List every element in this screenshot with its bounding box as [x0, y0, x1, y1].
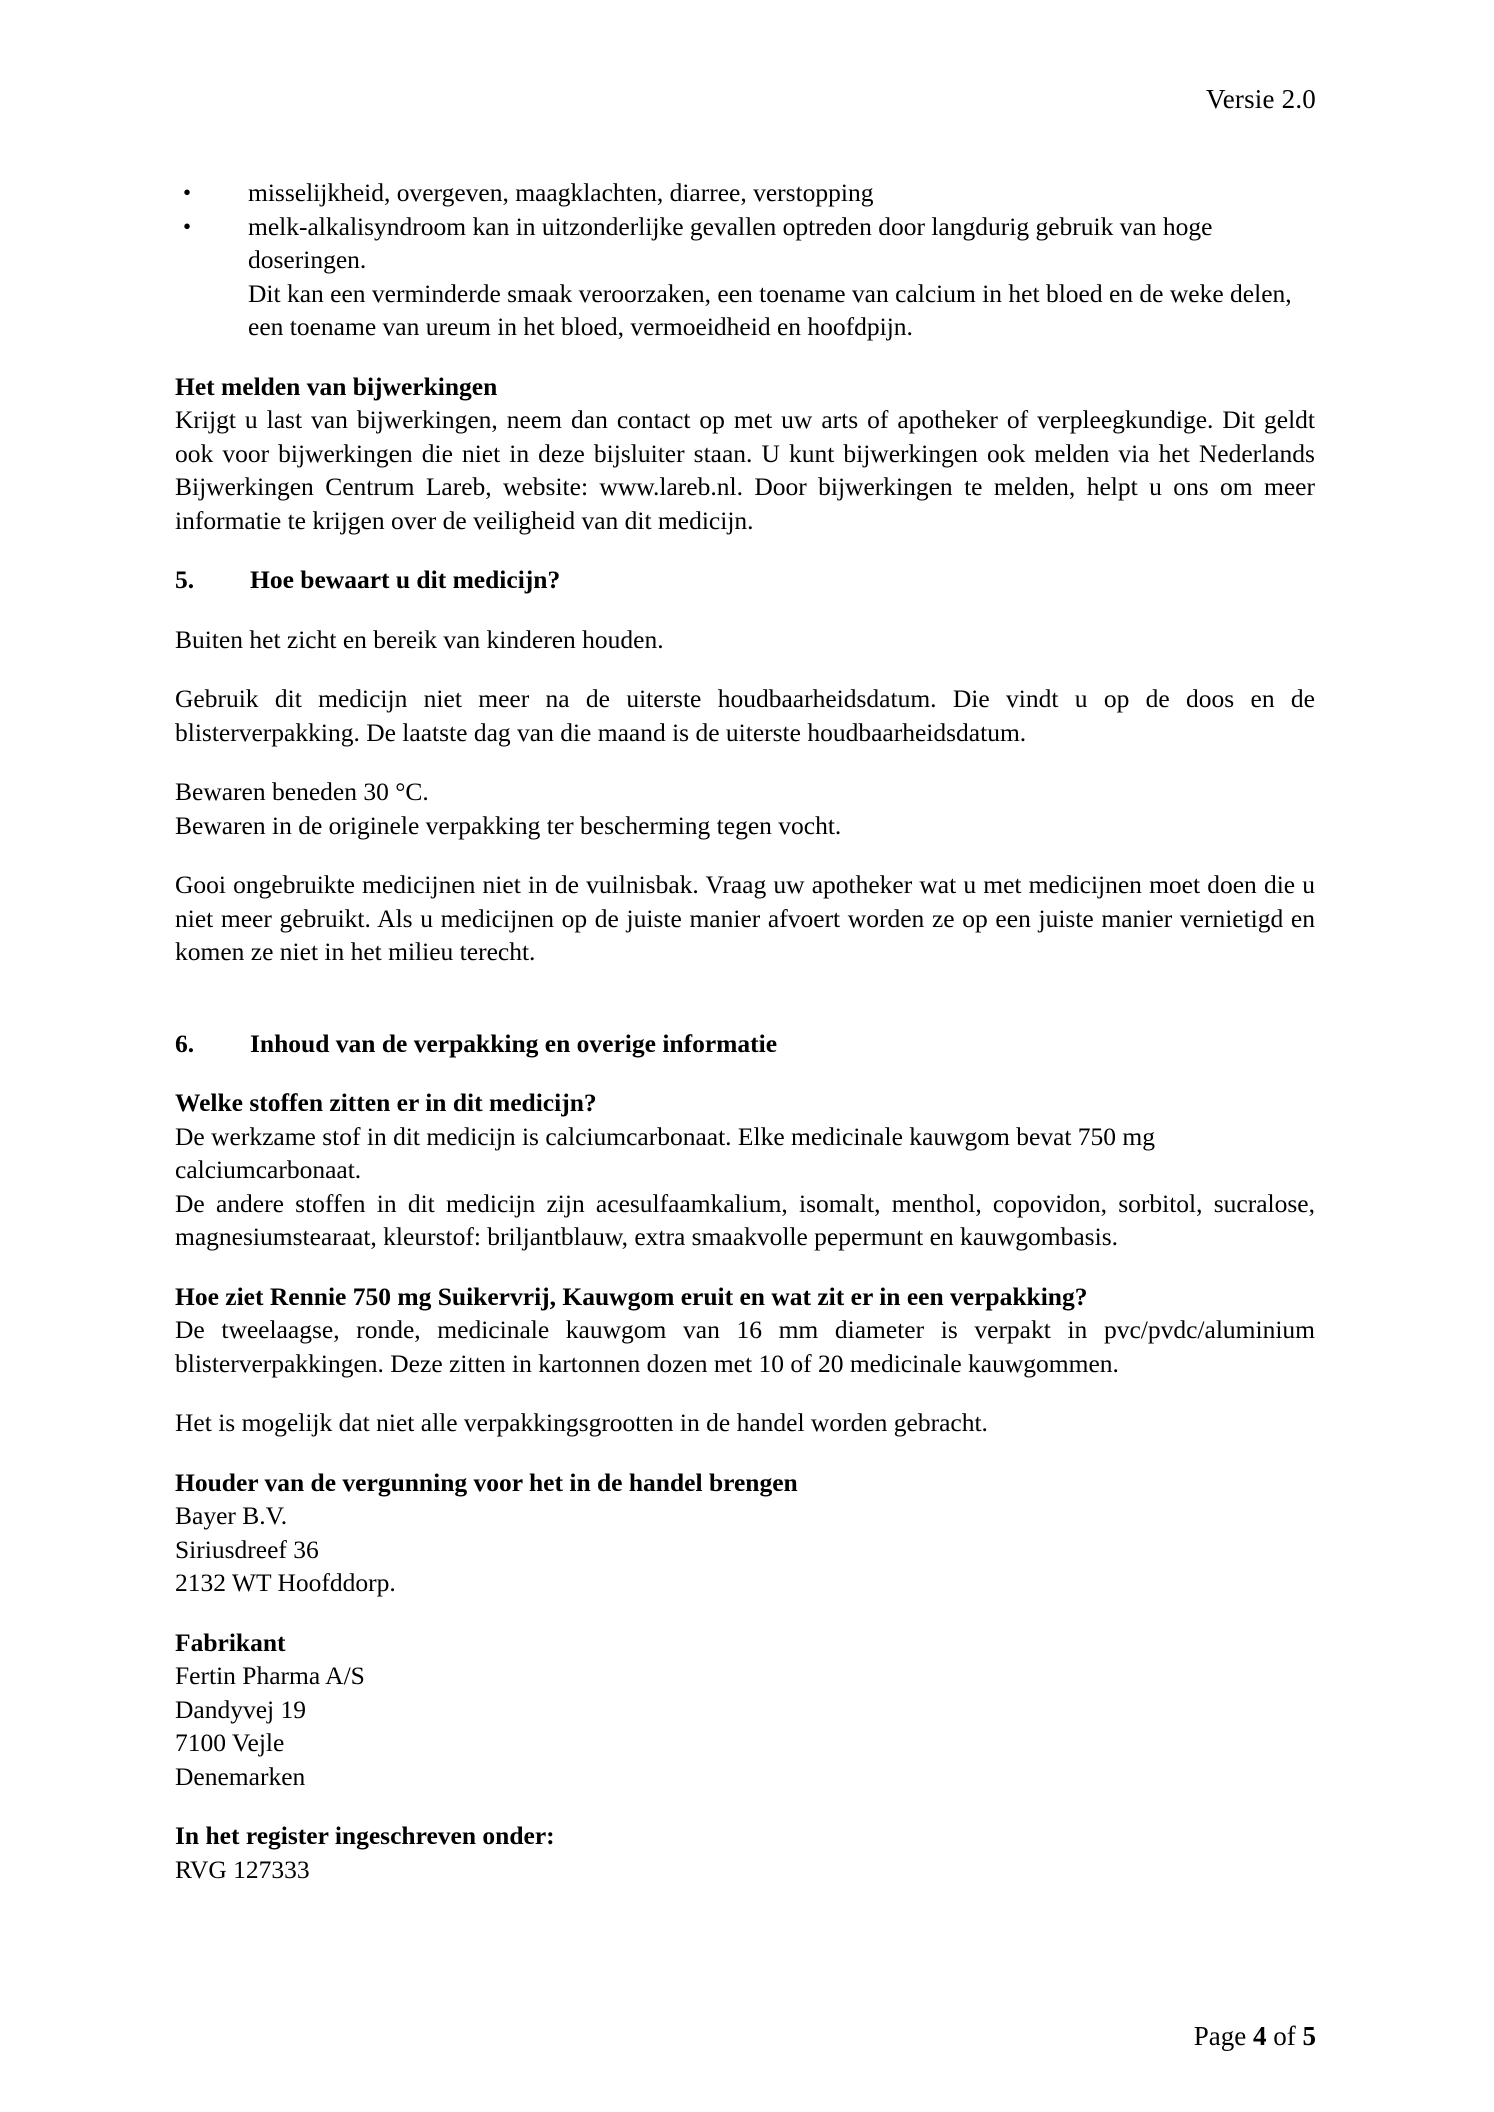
section-5-heading [175, 563, 1315, 597]
holder-address-line: 2132 WT Hoofddorp. [175, 1568, 396, 1597]
bullet-icon: • [183, 180, 192, 205]
pack-sizes-note: Het is mogelijk dat niet alle verpakkingsgrootten in de handel worden gebracht. [175, 1408, 988, 1437]
registration-number: RVG 127333 [175, 1854, 310, 1884]
page-footer [1194, 2023, 1316, 2050]
footer-of-label: of [1273, 2021, 1296, 2051]
manufacturer-address-line: Dandyvej 19 [175, 1694, 307, 1724]
active-substance-paragraph: De werkzame stof in dit medicijn is calciumcarbonaat. Elke medicinale kauwgom bevat 750 mg calciumcarbonaat. [175, 1121, 1156, 1184]
storage-disposal-paragraph: Gooi ongebruikte medicijnen niet in de vuilnisbak. Vraag uw apotheker wat u met medicijnen moet doen die u niet meer gebruikt. Als u medicijnen op de juiste manier afvoert worden ze op een juiste manier vernietigd en komen ze niet in het milieu terecht. [175, 870, 1315, 966]
marketing-authorisation-holder-heading: Houder van de vergunning voor het in de handel brengen [175, 1467, 798, 1497]
footer-page-total: 5 [1302, 2021, 1316, 2051]
storage-expiry-paragraph: Gebruik dit medicijn niet meer na de uiterste houdbaarheidsdatum. Die vindt u op de doos en de blisterverpakking. De laatste dag van die maand is de uiterste houdbaarheidsdatum. [175, 684, 1315, 747]
bullet-icon: • [183, 213, 192, 239]
storage-temperature-line: Bewaren beneden 30 °C. [175, 777, 429, 806]
footer-page-label: Page [1193, 2021, 1247, 2051]
appearance-heading: Hoe ziet Rennie 750 mg Suikervrij, Kauwgom eruit en wat zit er in een verpakking? [175, 1281, 1088, 1311]
side-effects-followup-text: Dit kan een verminderde smaak veroorzaken, een toename van calcium in het bloed en de weke delen, een toename van ureum in het bloed, vermoeidheid en hoofdpijn. [248, 278, 1292, 341]
holder-address-line: Bayer B.V. [175, 1501, 288, 1530]
holder-address-line: Siriusdreef 36 [175, 1534, 319, 1564]
manufacturer-address-line: 7100 Vejle [175, 1728, 285, 1757]
storage-packaging-line: Bewaren in de originele verpakking ter bescherming tegen vocht. [175, 810, 842, 840]
storage-keep-out-of-reach: Buiten het zicht en bereik van kinderen houden. [175, 624, 664, 654]
other-substances-paragraph: De andere stoffen in dit medicijn zijn acesulfaamkalium, isomalt, menthol, copovidon, sorbitol, sucralose, magnesiumstearaat, kleurstof: briljantblauw, extra smaakvolle pepermunt en kauwgombasis. [175, 1188, 1315, 1251]
appearance-paragraph: De tweelaagse, ronde, medicinale kauwgom van 16 mm diameter is verpakt in pvc/pvdc/aluminium blisterverpakkingen. Deze zitten in kartonnen dozen met 10 of 20 medicinale kauwgommen. [175, 1315, 1315, 1378]
substances-heading: Welke stoffen zitten er in dit medicijn? [175, 1088, 597, 1117]
list-item [175, 210, 1315, 277]
bullet-text: melk-alkalisyndroom kan in uitzonderlijke gevallen optreden door langdurig gebruik van hoge doseringen. [248, 211, 1213, 274]
section-6-number: 6. [175, 1028, 195, 1058]
bullet-text: misselijkheid, overgeven, maagklachten, diarree, verstopping [248, 178, 874, 207]
section-5-title: Hoe bewaart u dit medicijn? [250, 565, 561, 594]
registration-heading: In het register ingeschreven onder: [175, 1821, 555, 1850]
manufacturer-address-line: Fertin Pharma A/S [175, 1661, 365, 1690]
document-body [175, 176, 1315, 1886]
footer-page-number: 4 [1253, 2021, 1267, 2051]
manufacturer-address-line: Denemarken [175, 1761, 306, 1791]
section-5-number: 5. [175, 565, 195, 594]
section-6-heading [175, 1027, 1315, 1061]
manufacturer-heading: Fabrikant [175, 1627, 286, 1657]
page-header-version: Versie 2.0 [1206, 84, 1316, 114]
section-6-title: Inhoud van de verpakking en overige informatie [250, 1028, 778, 1058]
reporting-paragraph: Krijgt u last van bijwerkingen, neem dan contact op met uw arts of apotheker of verpleegkundige. Dit geldt ook voor bijwerkingen die niet in deze bijsluiter staan. U kunt bijwerkingen ook melden via het Nederlands Bijwerkingen Centrum Lareb, website: www.lareb.nl. Door bijwerkingen te melden, helpt u ons om meer informatie te krijgen over de veiligheid van dit medicijn. [175, 405, 1315, 535]
reporting-heading: Het melden van bijwerkingen [175, 371, 498, 401]
list-item [175, 176, 1315, 210]
side-effects-bullet-list [175, 176, 1315, 277]
